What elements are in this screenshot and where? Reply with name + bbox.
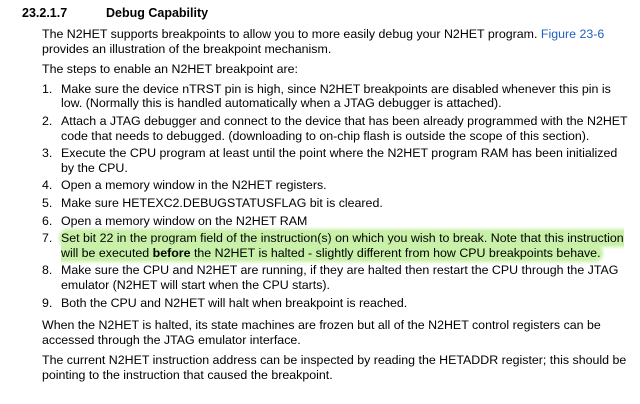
figure-link[interactable]: Figure 23-6	[540, 27, 605, 41]
step-number: 3.	[42, 146, 53, 161]
emphasis-text: before	[152, 245, 191, 260]
section-body	[42, 27, 632, 388]
halted-paragraph: When the N2HET is halted, its state machines are frozen but all of the N2HET control registers can be accessed through the JTAG emulator interface.	[42, 318, 601, 347]
list-item	[42, 214, 632, 229]
list-item	[42, 178, 632, 193]
section-title: Debug Capability	[106, 6, 209, 20]
step-number: 9.	[42, 295, 53, 310]
address-paragraph: The current N2HET instruction address can be inspected by reading the HETADDR register; this should be pointing to the instruction that caused the breakpoint.	[42, 353, 627, 382]
step-text: Open a memory window on the N2HET RAM	[61, 213, 308, 228]
list-item	[42, 231, 632, 260]
list-item	[42, 196, 632, 211]
step-text-continued: the N2HET is halted - slightly different from how CPU breakpoints behave.	[193, 245, 601, 260]
step-text: Make sure the device nTRST pin is high, since N2HET breakpoints are disabled whenever this pin is low. (Normally this is handled automatically when a JTAG debugger is attached).	[61, 81, 611, 111]
list-item	[42, 296, 632, 311]
list-item	[42, 82, 632, 111]
step-number: 4.	[42, 178, 53, 193]
highlighted-step-text	[61, 231, 624, 260]
step-number: 8.	[42, 263, 53, 278]
steps-intro: The steps to enable an N2HET breakpoint are:	[42, 62, 298, 77]
list-item	[42, 146, 632, 175]
section-number: 23.2.1.7	[22, 6, 68, 20]
step-number: 2.	[42, 113, 53, 128]
list-item	[42, 263, 632, 292]
step-number: 5.	[42, 195, 53, 210]
intro-text: The N2HET supports breakpoints to allow you to more easily debug your N2HET program.	[42, 27, 538, 41]
step-text: Open a memory window in the N2HET registers.	[61, 178, 327, 193]
step-text: Attach a JTAG debugger and connect to the device that has been already programmed with the N2HET code that needs to debugged. (downloading to on-chip flash is outside the scope of this section).	[61, 113, 628, 143]
step-number: 6.	[42, 213, 53, 228]
intro-paragraph	[42, 27, 632, 56]
intro-text-continued: provides an illustration of the breakpoint mechanism.	[42, 41, 332, 56]
step-text: Both the CPU and N2HET will halt when breakpoint is reached.	[61, 295, 408, 310]
step-number: 7.	[42, 231, 53, 246]
step-text: Make sure HETEXC2.DEBUGSTATUSFLAG bit is cleared.	[61, 195, 383, 210]
steps-list	[42, 82, 632, 310]
step-text: Set bit 22 in the program field of the instruction(s) on which you wish to break. Note that this instruction will be executed	[61, 231, 624, 260]
step-number: 1.	[42, 81, 53, 96]
step-text: Make sure the CPU and N2HET are running, if they are halted then restart the CPU through the JTAG emulator (N2HET will start when the CPU starts).	[61, 263, 619, 292]
step-text: Execute the CPU program at least until the point where the N2HET program RAM has been initialized by the CPU.	[61, 146, 618, 175]
list-item	[42, 114, 632, 143]
section-heading	[22, 6, 208, 20]
